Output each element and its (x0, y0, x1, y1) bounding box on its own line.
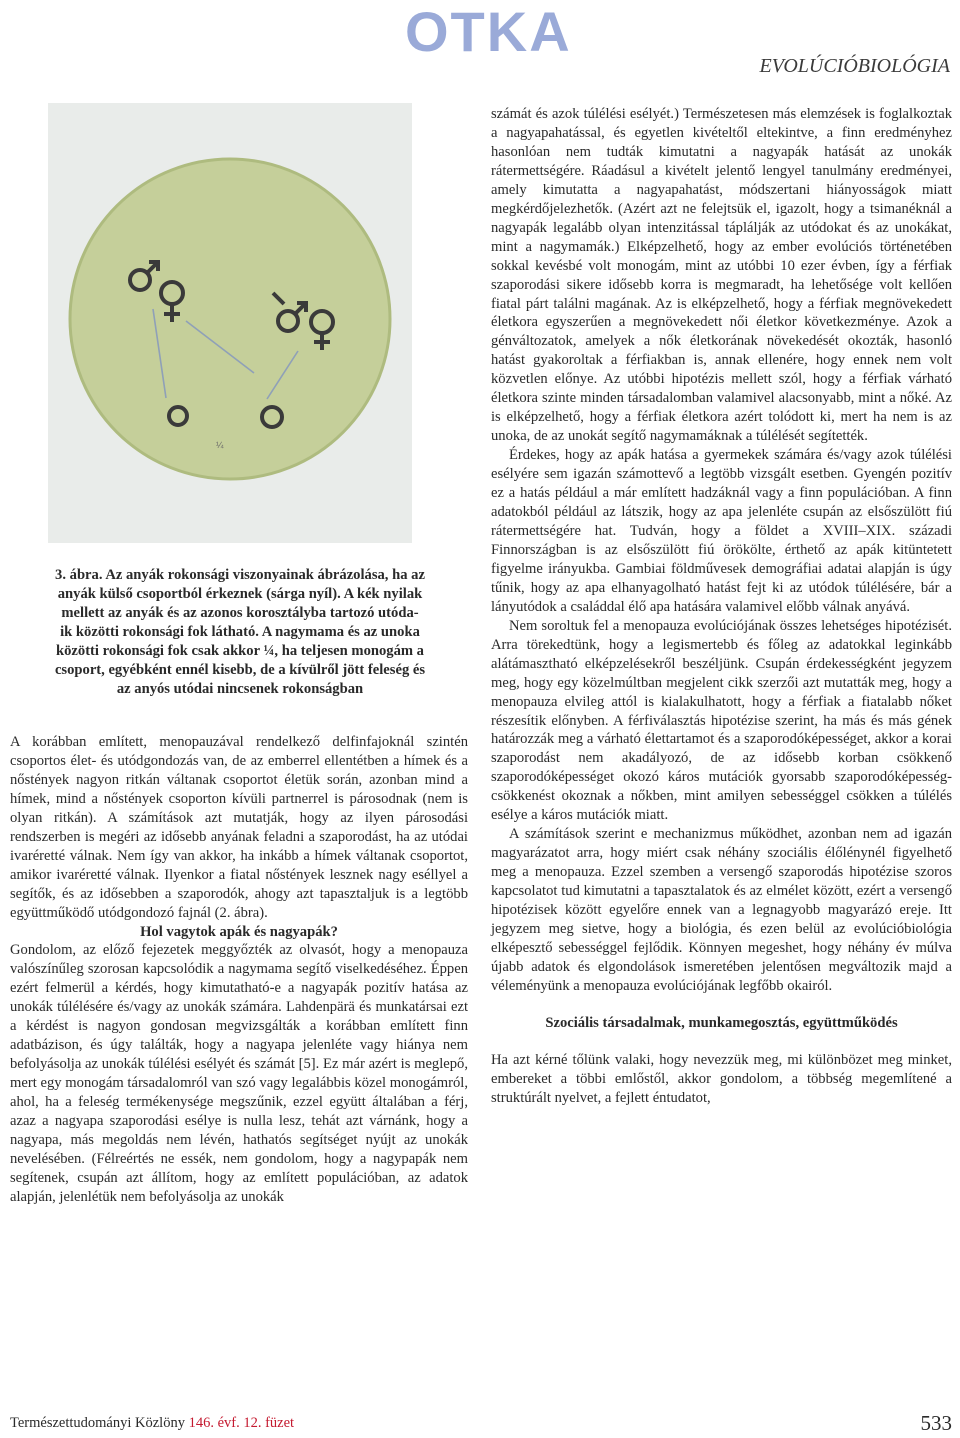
yellow-circle (70, 159, 390, 479)
journal-name: Természettudományi Közlöny (10, 1415, 189, 1431)
caption-line: csoport, egyébként ennél kisebb, de a kívülről jött feleség és (54, 661, 426, 678)
arrow-label: ¼ (216, 440, 224, 450)
caption-line: mellett az anyák és az azonos korosztályba tartozó utóda- (61, 604, 419, 621)
page-number: 533 (920, 1411, 952, 1435)
paragraph: Nem soroltuk fel a menopauza evolúciójának összes lehetséges hipotézisét. Arra törekedtünk, hogy a legismertebb és főleg az adatokkal leginkább alátámasztható elképzelésekről beszéljünk. Csupán érdekességként jegyzem meg, hogy egy közelmúltban megjelent cikk szerzői azt mutatták meg, hogy a menopauza elvileg attól is kialakulhatott, hogy a férfiak a fiatalabb nőket részesítik előnyben. A férfiválasztás hipotézise szerint, ha más és más gének határozzák meg a várható élettartamot és a szaporodóképességet, akkor a korai szaporodást nem akadályozó, de az idősebb korban csökkenő szaporodóképességet okozó káros mutációk gyorsabb szaporodóképesség-csökkenést okoznak a nőkben, mint amilyen sebességgel csökken a túlélés esélye a káros mutációk miatt. (491, 617, 952, 824)
section-title: EVOLÚCIÓBIOLÓGIA (759, 55, 950, 77)
caption-line: közötti rokonsági fok csak akkor ¼, ha teljesen monogám a (56, 642, 424, 659)
figure-caption (10, 566, 470, 699)
left-column (10, 733, 468, 1207)
paragraph: Ha azt kérné tőlünk valaki, hogy nevezzük meg, mi különbözet meg minket, embereket a többi emlőstől, akkor gondolom, a többség megemlítené a struktúrált nyelvet, a fejlett éntudatot, (491, 1051, 952, 1106)
paragraph: A korábban említett, menopauzával rendelkező delfinfajoknál szintén csoportos élet- és utódgondozás van, de az emberrel ellentétben a hímek és a nőstények nagyon ritkán váltanak csoportot életük során, azonban mind a hímek, mind a nőstények csoporton kívüli partnerrel is párosodnak (nem is olyan ritkán). A számítások azt mutatják, hogy az ilyen párosodási rendszerben is megéri az idősebb anyának feladni a szaporodást, ha az utódai ivaréretté válnak. Nem így van akkor, ha inkább a hímek váltanak csoportot, amikor ivaréretté válnak. Ilyenkor a fiatal nőstények lesznek nagy eséllyel a segítők, és az idősebben a szaporodók, ahogy azt tapasztaljuk is a legtöbb együttműködő utódgondozó fajnál (2. ábra). (10, 734, 468, 921)
otka-logo (405, 0, 572, 63)
paragraph: Gondolom, az előző fejezetek meggyőzték az olvasót, hogy a menopauza valószínűleg szorosan kapcsolódik a nagymama segítő viselkedéséhez. Éppen ezért felmerül a kérdés, hogy kimutatható-e a nagyapák pozitív hatása az unokák túlélésére és/vagy az unokák számára. Lahdenpärä és munkatársai ezt a kérdést is nagyon gondosan megvizsgálták a korábban említett finn adatbázison, és úgy találták, hogy a nagyapa jelenléte vagy hiánya nem befolyásolja az unokák túlélési esélyét és számát [5]. Ez már azért is meglepő, mert egy monogám társadalomról van szó vagy legalábbis közel monogámról, ahol, ha a feleség termékenysége megszűnik, ezzel együtt általában a férj, azaz a nagyapa szaporodási esélye is nulla lesz, tehát azt várnánk, hogy a nagyapa, más megoldás nem lévén, hathatós segítséget nyújt az unokák nevelésében. (Félreértés ne essék, nem gondolom, hogy a nagypapák nem segítenek, csupán azt állítom, hogy az említett populációban, az adatok alapján, jelenlétük nem befolyásolja az unokák (10, 942, 468, 1205)
caption-line: ik közötti rokonsági fok látható. A nagymama és az unoka (60, 623, 420, 640)
logo-text: OTKA (405, 0, 572, 63)
caption-line: 3. ábra. Az anyák rokonsági viszonyainak ábrázolása, ha az (55, 567, 425, 583)
paragraph: A számítások szerint e mechanizmus működhet, azonban nem ad igazán magyarázatot arra, hogy miért csak néhány szociális élőlénynél figyelhető meg a menopauza. Ezzel szemben a versengő szaporodás hipotézise szoros kapcsolatot tud kimutatni a tapasztalatok és az elmélet között, ezért a versengő hipotézisek között egyelőre ennek van a legnagyobb magyarázó ereje. Itt jegyzem meg sietve, hogy a biológia, és ezen belül az evolúcióbiológia elképesztő sebességgel fejlődik. Könnyen megeshet, hogy néhány év múlva újabb adatok és elgondolások ismeretében jelentősen megváltozik majd a véleményünk a menopauza evolúciójának legfőbb okairól. (491, 826, 952, 994)
journal-volume: 146. évf. 12. füzet (188, 1415, 295, 1431)
caption-line: anyák külső csoportból érkeznek (sárga nyíl). A kék nyilak (57, 585, 423, 602)
section-heading: Hol vagytok apák és nagyapák? (140, 923, 338, 940)
journal-footer (10, 1415, 294, 1432)
section-heading: Szociális társadalmak, munkamegosztás, együttműködés (545, 1014, 898, 1031)
figure-3-illustration (48, 103, 412, 543)
paragraph: Érdekes, hogy az apák hatása a gyermekek számára és/vagy azok túlélési esélyére sem igazán számottevő a legtöbb vizsgált esetben. Gyengén pozitív ez a hatás például a már említett hadzáknál vagy a finn populációban. A finn adatokból például az látszik, hogy az apa jelenléte csupán az elsőszülött fiú rátermettségére hat. Tudván, hogy a földet a XVIII–XIX. századi Finnországban is az elsőszülött fiú örökölte, érthető az apák kitüntetett figyelme irányukba. Gambiai földművesek demográfiai adatai alapján is úgy tűnik, hogy az apa elhanyagolható hatást fejt ki az utódok túlélésére, bár a lányutódok a családdal élő apa hatására valamivel előbb válnak anyává. (491, 447, 952, 615)
caption-line: az anyós utódai nincsenek rokonságban (116, 680, 364, 697)
right-column (491, 105, 952, 1108)
paragraph: számát és azok túlélési esélyét.) Természetesen más elemzések is foglalkoztak a nagyapahatással, és egyetlen kivételtől eltekintve, a finn eredményhez hasonlóan nem tudták kimutatni a nagyapák hatását az unokák rátermettségére. Ráadásul a kivételt jelentő lengyel tanulmány eredményei, amely kimutatta a nagyapahatást, módszertani hiányosságok miatt megkérdőjelezhetők. (Azért azt ne felejtsük el, igazolt, hogy a tsimanéknál a nagyapák legalább olyan intenzitással táplálják az utódokat és az unokákat, mint a nagymamák.) Elképzelhető, hogy az ember evolúciós történetében sokkal kevésbé volt monogám, mint az utóbbi 10 ezer évben, így a férfiak szaporodási sikere idősebb korra is megmaradt, ha lehetősége volt kellően fiatal párt találni magának. Az is elképzelhető, hogy a férfiak megnövekedett életkora egyszerűen a megnövekedett női életkor következménye. Azok a génváltozatok, amelyek a nők életkorának növekedését okozták, hasonló hatást gyakoroltak a férfiakban is, annak ellenére, hogy ennek nem volt közvetlen előnye. Az utóbbi hipotézis mellett szól, hogy a férfiak várható életkora szinte minden társadalomban valamivel alacsonyabb, mint a nőké. Az is elképzelhető, hogy a férfiak életkora azért tolódott ki, mert ha nem is az unoka, de az unokát segítő nagymamáknak a túlélését segítették. (491, 106, 952, 445)
